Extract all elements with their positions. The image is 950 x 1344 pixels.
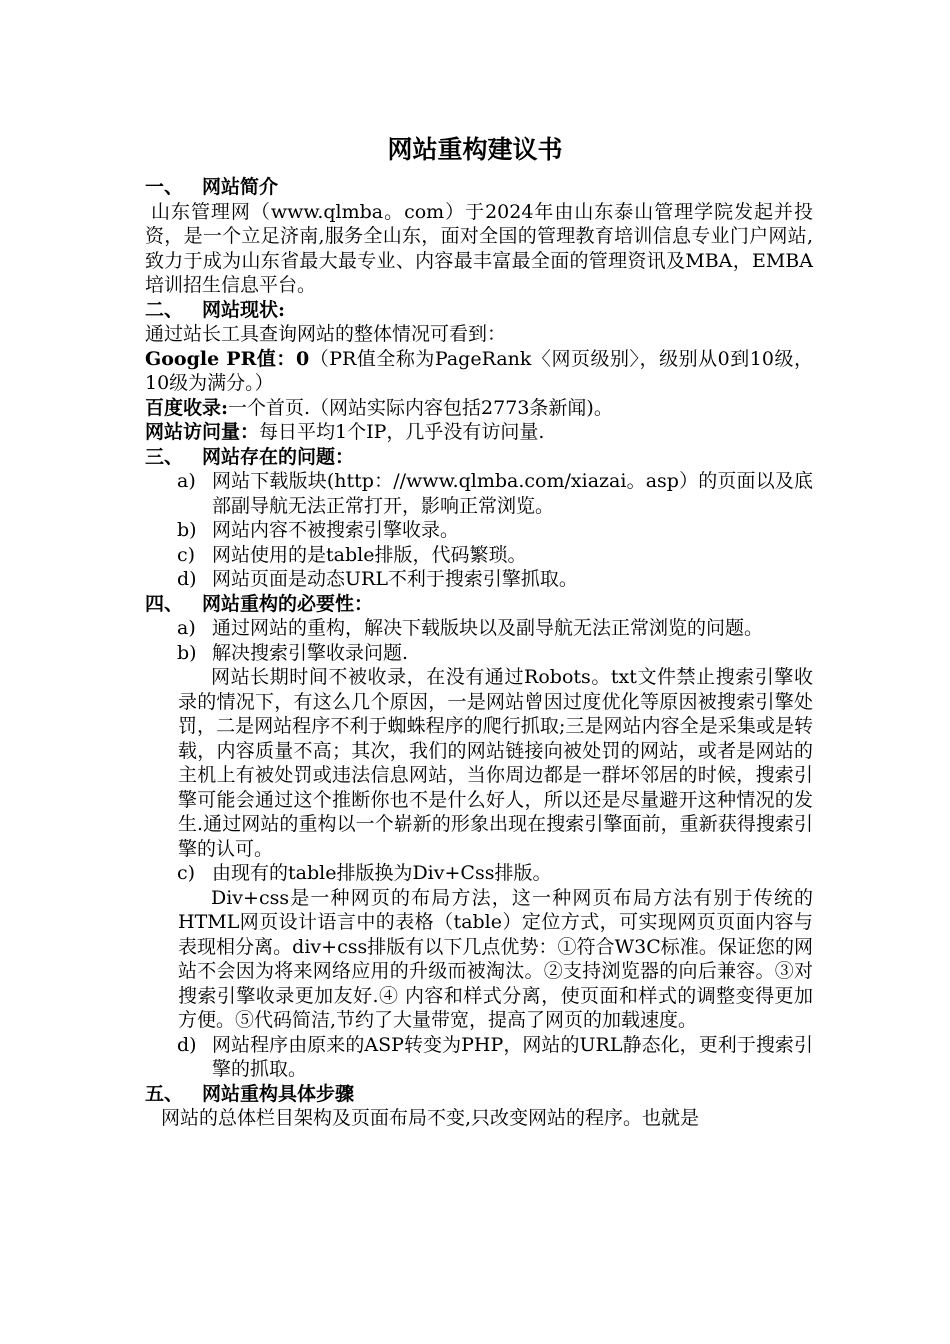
explanation-paragraph: Div+css是一种网页的布局方法，这一种网页布局方法有别于传统的HTML网页设计语言中的表格（table）定位方式，可实现网页页面内容与表现相分离。div+css排版有以下几点优势：①符合W3C标准。保证您的网站不会因为将来网络应用的升级而被淘汰。②支持浏览器的向后兼容。③对搜索引擎收录更加友好.④ 内容和样式分离，使页面和样式的调整变得更加方便。⑤代码简洁,节约了大量带宽，提高了网页的加载速度。 xyxy=(178,886,813,1031)
section-heading-1 xyxy=(145,175,813,200)
list-item xyxy=(145,543,813,568)
list-text: 网站使用的是table排版，代码繁琐。 xyxy=(212,543,527,566)
section-heading-5 xyxy=(145,1082,813,1107)
list-marker: d) xyxy=(177,1033,197,1056)
list-marker: c) xyxy=(177,862,196,884)
status-intro: 通过站长工具查询网站的整体情况可看到： xyxy=(145,323,507,345)
section-heading-4 xyxy=(145,592,813,617)
list-item xyxy=(145,641,813,666)
baidu-label: 百度收录: xyxy=(145,396,229,419)
list-text: 解决搜索引擎收录问题. xyxy=(212,641,409,664)
list-item xyxy=(145,861,813,886)
visit-line xyxy=(145,420,813,445)
section-title: 网站现状: xyxy=(202,298,286,321)
visit-label: 网站访问量： xyxy=(145,421,260,443)
section-number: 一、 xyxy=(145,176,184,198)
explanation-paragraph: 网站长期时间不被收录，在没有通过Robots。txt文件禁止搜索引擎收录的情况下，有这么几个原因，一是网站曾因过度优化等原因被搜索引擎处罚，二是网站程序不利于蜘蛛程序的爬行抓取;三是网站内容全是采集或是转载，内容质量不高；其次，我们的网站链接向被处罚的网站，或者是网站的主机上有被处罚或违法信息网站，当你周边都是一群坏邻居的时候，搜索引擎可能会通过这个推断你也不是什么好人，所以还是尽量避开这种情况的发生.通过网站的重构以一个崭新的形象出现在搜索引擎面前，重新获得搜索引擎的认可。 xyxy=(178,666,813,860)
list-marker: a) xyxy=(177,470,196,492)
section-title: 网站重构具体步骤 xyxy=(202,1082,355,1105)
list-marker: d) xyxy=(177,568,197,590)
list-marker: c) xyxy=(177,543,196,566)
list-text: 由现有的table排版换为Div+Css排版。 xyxy=(212,862,552,884)
document-title: 网站重构建议书 xyxy=(387,135,563,164)
section-heading-2 xyxy=(145,298,813,323)
list-item xyxy=(145,567,813,592)
steps-paragraph: 网站的总体栏目架构及页面布局不变,只改变网站的程序。也就是 xyxy=(161,1107,700,1129)
pr-label: Google PR值：0 xyxy=(145,347,310,370)
intro-paragraph: 山东管理网（www.qlmba。com）于2024年由山东泰山管理学院发起并投资，是一个立足济南,服务全山东，面对全国的管理教育培训信息专业门户网站,致力于成为山东省最大最专业、内容最丰富最全面的管理资讯及MBA，EMBA培训招生信息平台。 xyxy=(145,200,813,296)
list-text: 网站内容不被搜索引擎收录。 xyxy=(212,519,460,541)
visit-value: 每日平均1个IP，几乎没有访问量. xyxy=(259,421,545,443)
list-text: 网站页面是动态URL不利于搜索引擎抓取。 xyxy=(212,568,578,590)
list-marker: b) xyxy=(177,519,197,541)
list-item xyxy=(145,1033,813,1082)
document-body xyxy=(145,175,813,1131)
section-title: 网站简介 xyxy=(202,176,279,198)
list-marker: b) xyxy=(177,641,197,664)
section-title: 网站存在的问题： xyxy=(202,445,355,468)
section-heading-3 xyxy=(145,445,813,470)
pr-description: （PR值全称为PageRank〈网页级别〉，级别从0到10级，10级为满分。） xyxy=(145,347,814,394)
section-title: 网站重构的必要性： xyxy=(202,592,374,615)
list-item xyxy=(145,518,813,543)
section-number: 二、 xyxy=(145,298,184,321)
list-item xyxy=(145,616,813,641)
section-number: 四、 xyxy=(145,592,184,615)
list-text: 通过网站的重构，解决下载版块以及副导航无法正常浏览的问题。 xyxy=(212,617,764,639)
section-number: 五、 xyxy=(145,1082,184,1105)
baidu-index-line xyxy=(145,396,813,421)
section-number: 三、 xyxy=(145,445,184,468)
baidu-value: 一个首页.（网站实际内容包括2773条新闻)。 xyxy=(228,396,613,419)
list-marker: a) xyxy=(177,617,196,639)
list-text: 网站下载版块(http：//www.qlmba.com/xiazai。asp）的页面以及底部副导航无法正常打开，影响正常浏览。 xyxy=(212,470,813,517)
pr-value-line xyxy=(145,347,813,396)
list-item xyxy=(145,469,813,518)
list-text: 网站程序由原来的ASP转变为PHP，网站的URL静态化，更利于搜索引擎的抓取。 xyxy=(212,1033,813,1080)
